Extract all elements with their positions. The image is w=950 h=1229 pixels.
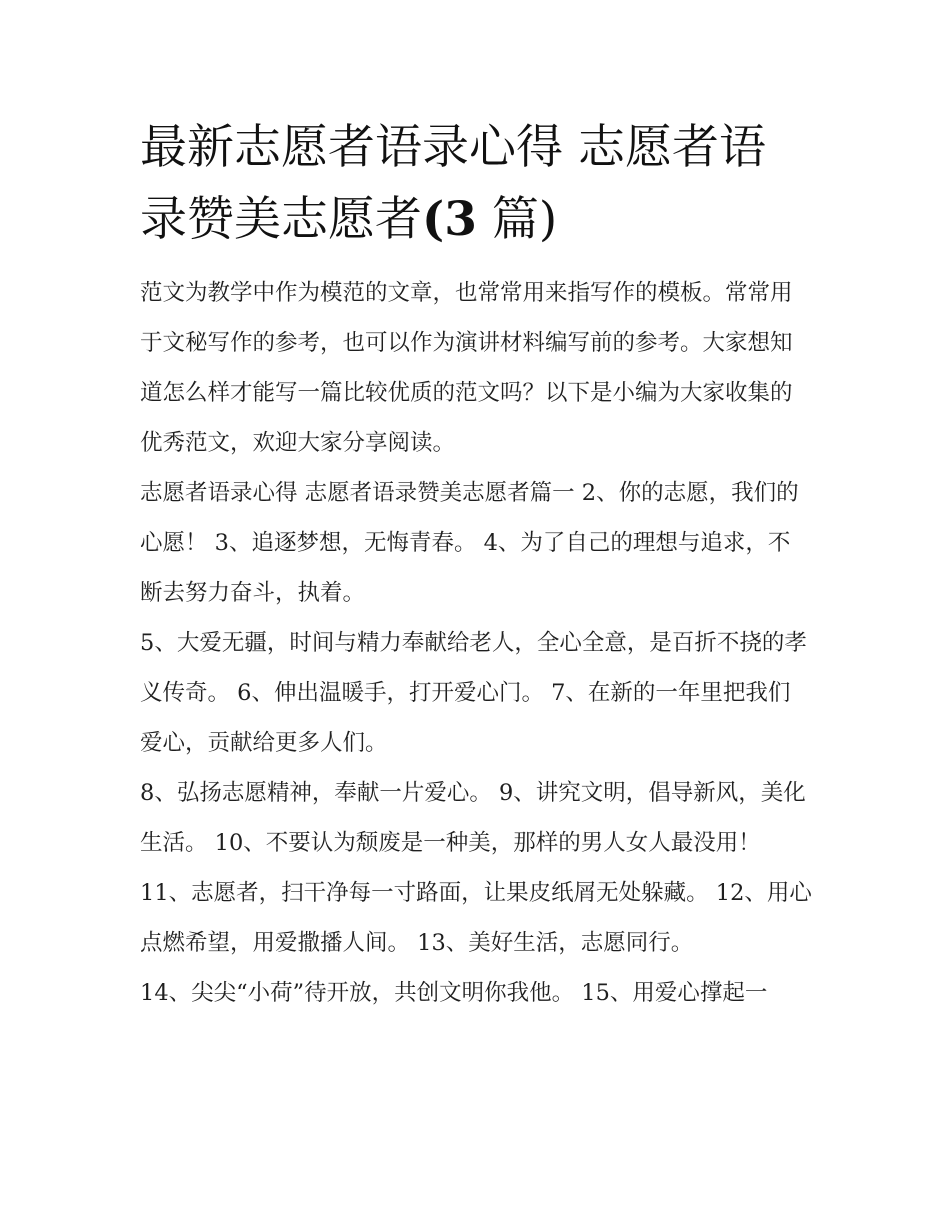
title-line-2-suffix: 篇) xyxy=(476,192,558,247)
title-line-2-prefix: 录赞美志愿者 xyxy=(140,192,422,247)
quote-paragraph-1: 志愿者语录心得 志愿者语录赞美志愿者篇一 2、你的志愿，我们的心愿！ 3、追逐梦想，无悔青春。 4、为了自己的理想与追求，不断去努力奋斗，执着。 xyxy=(140,480,799,606)
quote-paragraph-2: 5、大爱无疆，时间与精力奉献给老人，全心全意，是百折不挠的孝义传奇。 6、伸出温暖手，打开爱心门。 7、在新的一年里把我们爱心，贡献给更多人们。 xyxy=(140,630,807,756)
document-content xyxy=(140,112,812,1018)
quote-paragraph-3: 8、弘扬志愿精神，奉献一片爱心。 9、讲究文明，倡导新风，美化生活。 10、不要认为颓废是一种美，那样的男人女人最没用！ xyxy=(140,780,806,856)
intro-paragraph: 范文为教学中作为模范的文章，也常常用来指写作的模板。常常用于文秘写作的参考，也可以作为演讲材料编写前的参考。大家想知道怎么样才能写一篇比较优质的范文吗？以下是小编为大家收集的优秀范文，欢迎大家分享阅读。 xyxy=(140,280,793,456)
quote-paragraph-5: 14、尖尖“小荷”待开放，共创文明你我他。 15、用爱心撑起一 xyxy=(140,980,768,1006)
title-count: (3 xyxy=(422,192,477,247)
title-line-1: 最新志愿者语录心得 志愿者语 xyxy=(140,120,766,175)
quote-paragraph-4: 11、志愿者，扫干净每一寸路面，让果皮纸屑无处躲藏。 12、用心点燃希望，用爱撒播人间。 13、美好生活，志愿同行。 xyxy=(140,880,812,956)
document-title xyxy=(140,112,812,256)
